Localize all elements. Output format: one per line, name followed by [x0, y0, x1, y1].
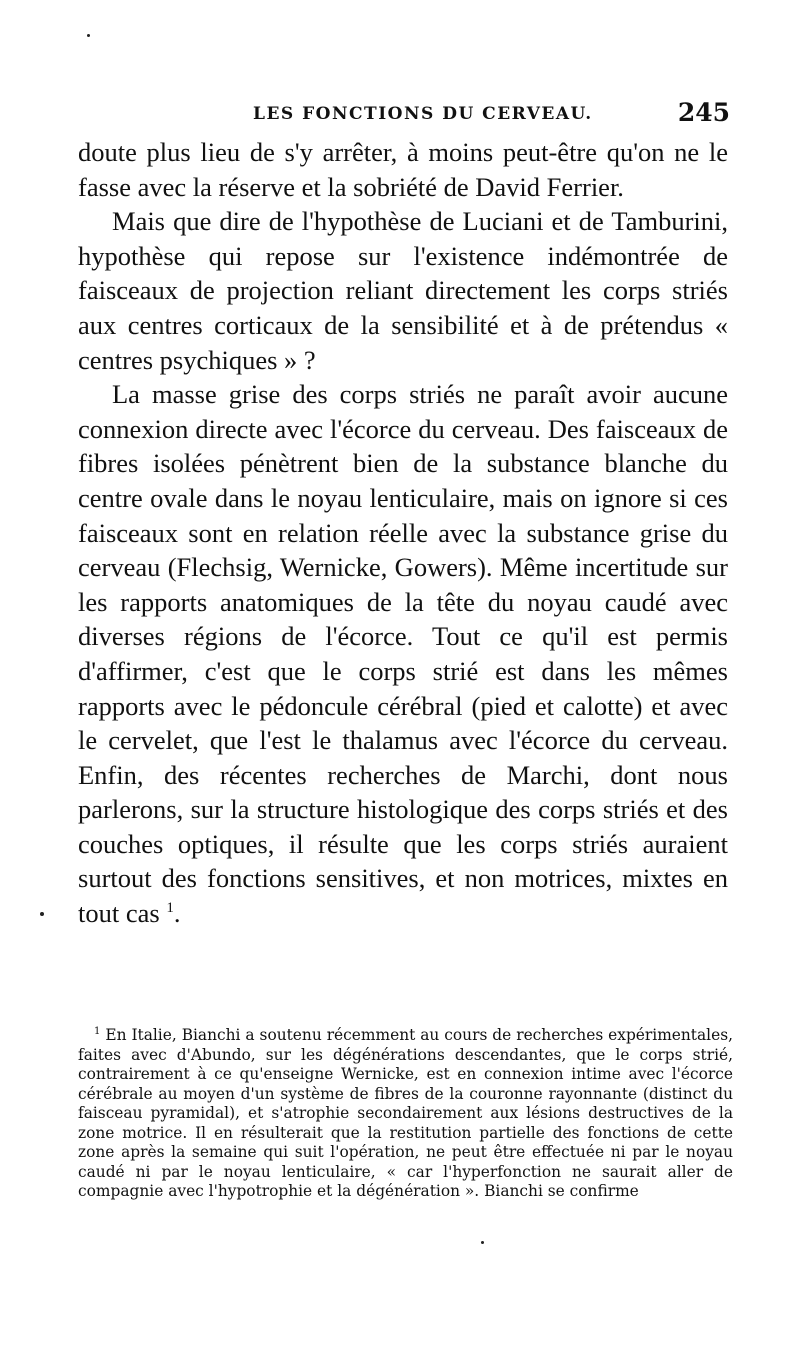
running-title: LES FONCTIONS DU CERVEAU.	[253, 104, 593, 124]
print-speck	[40, 912, 44, 916]
footnote-text: En Italie, Bianchi a soutenu récemment au cours de recherches expérimentales, faites avec d'Abundo, sur les dégénérations descendantes, que le corps strié, contrairement à ce qu'enseigne Wernicke, est en connexion intime avec l'écorce cérébrale au moyen d'un système de fibres de la couronne rayonnante (distinct du faisceau pyramidal), et s'atrophie secondairement aux lésions destructives de la zone motrice. Il en résulterait que la restitution partielle des fonctions de cette zone après la semaine qui suit l'opération, ne peut être effectuée ni par le noyau caudé ni par le noyau lenticulaire, « car l'hyperfonction ne saurait aller de compagnie avec l'hypotrophie et la dégénération ». Bianchi se confirme	[78, 1026, 733, 1200]
paragraph-continued: doute plus lieu de s'y arrêter, à moins peut-être qu'on ne le fasse avec la réserve et la sobriété de David Ferrier.	[78, 137, 728, 202]
footnote-marker: 1	[94, 1025, 101, 1037]
footnote	[78, 1026, 733, 1202]
page-number: 245	[677, 98, 730, 127]
footnotes	[78, 1026, 733, 1202]
page-header	[78, 98, 730, 134]
paragraph-corps-stries-text: La masse grise des corps striés ne paraît avoir aucune connexion directe avec l'écorce du cerveau. Des faisceaux de fibres isolées pénètrent bien de la substance blanche du centre ovale dans le noyau lenticulaire, mais on ignore si ces faisceaux sont en relation réelle avec la substance grise du cerveau (Flechsig, Wernicke, Gowers). Même incertitude sur les rapports anatomiques de la tête du noyau caudé avec diverses régions de l'écorce. Tout ce qu'il est permis d'affirmer, c'est que le corps strié est dans les mêmes rapports avec le pédoncule cérébral (pied et calotte) et avec le cervelet, que l'est le thalamus avec l'écorce du cerveau. Enfin, des récentes recherches de Marchi, dont nous parlerons, sur la structure histologique des corps striés et des couches optiques, il résulte que les corps striés auraient surtout des fonctions sensitives, et non motrices, mixtes en tout cas	[78, 379, 728, 929]
print-speck	[87, 34, 90, 37]
paragraph-end-period: .	[173, 898, 181, 929]
paragraph-luciani: Mais que dire de l'hypothèse de Luciani et de Tamburini, hypothèse qui repose sur l'existence indémontrée de faisceaux de projection reliant directement les corps striés aux centres corticaux de la sensibilité et à de prétendus « centres psychiques » ?	[78, 206, 728, 375]
print-speck	[481, 1241, 484, 1244]
paragraph-corps-stries	[78, 377, 728, 931]
footnote-reference[interactable]: 1	[166, 900, 174, 917]
main-text	[78, 135, 728, 931]
